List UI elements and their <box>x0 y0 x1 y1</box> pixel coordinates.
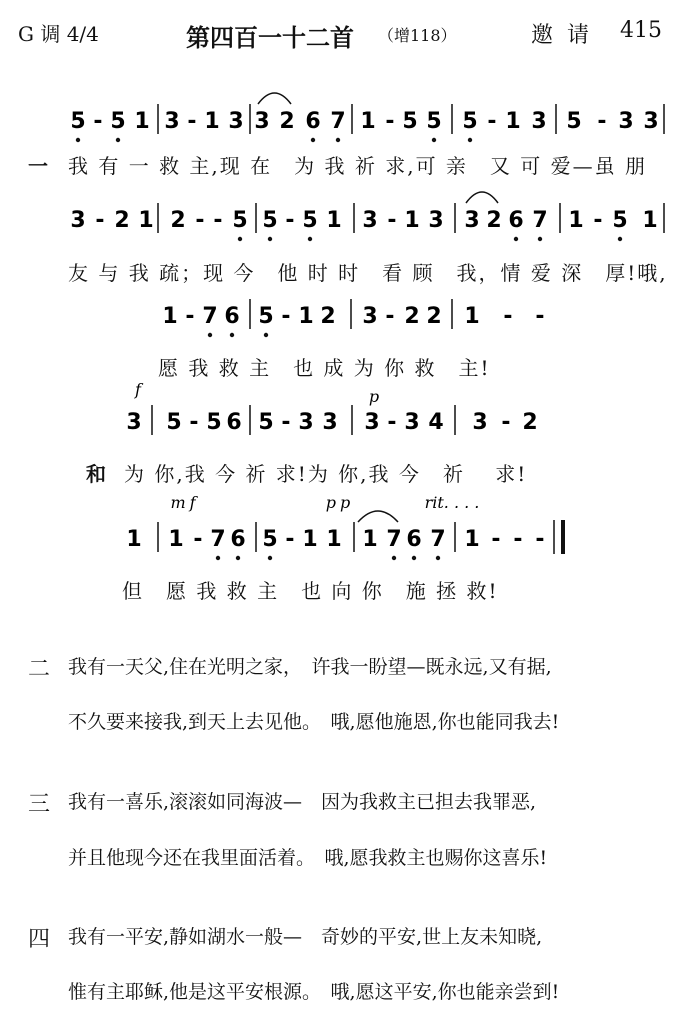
verse-two-line2: 不久要来接我,到天上去见他。 哦,愿他施恩,你也能同我去! <box>68 711 560 733</box>
note-5: 5 <box>232 208 248 233</box>
note-2: 2 <box>426 304 442 329</box>
note-5: 5 <box>258 304 274 329</box>
note-2: 2 <box>486 208 502 233</box>
note-6: 6 <box>224 304 240 329</box>
key-signature: G 调 4/4 <box>18 22 99 46</box>
verse-three-line1: 我有一喜乐,滚滚如同海波— 因为我救主已担去我罪恶, <box>68 791 537 813</box>
note-1: 1 <box>162 304 178 329</box>
lyric-line-4-lead: 和 <box>86 462 108 486</box>
note-5: 5 <box>258 410 274 435</box>
verse-four-line1: 我有一平安,静如湖水一般— 奇妙的平安,世上友未知晓, <box>68 926 543 948</box>
octave-dot <box>514 237 518 241</box>
note-6: 6 <box>305 109 321 134</box>
note-3: 3 <box>531 109 547 134</box>
note-3: 3 <box>364 410 380 435</box>
dash-sustain: - <box>491 527 501 552</box>
lyric-line-2: 友 与 我 疏；现 今 他 时 时 看 顾 我，情 爱 深 厚!哦, <box>68 261 668 285</box>
note-6: 6 <box>406 527 422 552</box>
octave-dot <box>468 138 472 142</box>
octave-dot <box>538 237 542 241</box>
dash-sustain: - <box>501 410 511 435</box>
verse-two-number: 二 <box>28 657 51 682</box>
dash-sustain: - <box>487 109 497 134</box>
note-5: 5 <box>462 109 478 134</box>
verse-three-line2: 并且他现今还在我里面活着。 哦,愿我救主也赐你这喜乐! <box>68 847 548 869</box>
dash-sustain: - <box>385 109 395 134</box>
note-7: 7 <box>330 109 346 134</box>
hymn-number: 415 <box>620 18 662 43</box>
dash-sustain: - <box>189 410 199 435</box>
dash-sustain: - <box>187 109 197 134</box>
dash-sustain: - <box>503 304 513 329</box>
note-1: 1 <box>134 109 150 134</box>
dash-sustain: - <box>593 208 603 233</box>
note-1: 1 <box>642 208 658 233</box>
note-6: 6 <box>508 208 524 233</box>
note-5: 5 <box>262 527 278 552</box>
dash-sustain: - <box>385 304 395 329</box>
note-3: 3 <box>362 304 378 329</box>
dynamic-piano: p <box>368 387 380 406</box>
note-1: 1 <box>302 527 318 552</box>
note-3: 3 <box>472 410 488 435</box>
octave-dot <box>432 138 436 142</box>
note-7: 7 <box>386 527 402 552</box>
note-2: 2 <box>404 304 420 329</box>
note-2: 2 <box>170 208 186 233</box>
note-2: 2 <box>279 109 295 134</box>
note-1: 1 <box>360 109 376 134</box>
note-7: 7 <box>210 527 226 552</box>
note-7: 7 <box>202 304 218 329</box>
note-3: 3 <box>254 109 270 134</box>
note-5: 5 <box>110 109 126 134</box>
note-3: 3 <box>404 410 420 435</box>
note-3: 3 <box>164 109 180 134</box>
octave-dot <box>76 138 80 142</box>
note-5: 5 <box>426 109 442 134</box>
verse-four-number: 四 <box>28 927 51 952</box>
octave-dot <box>412 556 416 560</box>
octave-dot <box>336 138 340 142</box>
note-4: 4 <box>428 410 444 435</box>
dash-sustain: - <box>387 208 397 233</box>
note-1: 1 <box>404 208 420 233</box>
hymn-title: 第四百一十二首 <box>186 24 354 52</box>
note-2: 2 <box>114 208 130 233</box>
hymn-subtitle: （增118） <box>378 26 457 45</box>
note-3: 3 <box>322 410 338 435</box>
tie-slur <box>358 511 398 522</box>
verse-two-line1: 我有一天父,住在光明之家， 许我一盼望—既永远,又有据, <box>68 656 552 678</box>
note-7: 7 <box>532 208 548 233</box>
dash-sustain: - <box>281 410 291 435</box>
note-1: 1 <box>138 208 154 233</box>
note-1: 1 <box>298 304 314 329</box>
octave-dot <box>618 237 622 241</box>
tie-slur <box>258 93 291 104</box>
dash-sustain: - <box>535 304 545 329</box>
octave-dot <box>216 556 220 560</box>
dynamic-forte: f <box>135 380 141 399</box>
octave-dot <box>238 237 242 241</box>
dash-sustain: - <box>597 109 607 134</box>
note-2: 2 <box>522 410 538 435</box>
note-5: 5 <box>566 109 582 134</box>
note-5: 5 <box>206 410 222 435</box>
lyric-line-1: 我 有 一 救 主,现 在 为 我 祈 求,可 亲 又 可 爱—虽 朋 <box>68 154 648 178</box>
note-1: 1 <box>326 527 342 552</box>
verse-three-number: 三 <box>28 792 51 817</box>
octave-dot <box>116 138 120 142</box>
dynamic-pianissimo: pp <box>325 493 355 512</box>
note-5: 5 <box>402 109 418 134</box>
note-3: 3 <box>362 208 378 233</box>
note-1: 1 <box>204 109 220 134</box>
octave-dot <box>392 556 396 560</box>
dash-sustain: - <box>213 208 223 233</box>
note-1: 1 <box>168 527 184 552</box>
note-5: 5 <box>70 109 86 134</box>
note-5: 5 <box>612 208 628 233</box>
dynamic-mezzo-forte: mf <box>170 493 200 512</box>
note-1: 1 <box>362 527 378 552</box>
dash-sustain: - <box>387 410 397 435</box>
dash-sustain: - <box>535 527 545 552</box>
dash-sustain: - <box>195 208 205 233</box>
note-5: 5 <box>262 208 278 233</box>
lyric-line-5: 但 愿 我 救 主 也 向 你 施 拯 救! <box>122 579 499 603</box>
note-7: 7 <box>430 527 446 552</box>
note-3: 3 <box>618 109 634 134</box>
octave-dot <box>230 333 234 337</box>
note-1: 1 <box>568 208 584 233</box>
octave-dot <box>268 237 272 241</box>
lyric-line-3: 愿 我 救 主 也 成 为 你 救 主! <box>158 356 491 380</box>
note-3: 3 <box>228 109 244 134</box>
octave-dot <box>208 333 212 337</box>
octave-dot <box>311 138 315 142</box>
note-1: 1 <box>126 527 142 552</box>
dash-sustain: - <box>193 527 203 552</box>
lyric-line-4: 为 你,我 今 祈 求!为 你,我 今 祈 求! <box>124 462 528 486</box>
tie-slur <box>466 192 498 203</box>
note-5: 5 <box>166 410 182 435</box>
note-1: 1 <box>326 208 342 233</box>
dash-sustain: - <box>285 527 295 552</box>
note-5: 5 <box>302 208 318 233</box>
note-3: 3 <box>428 208 444 233</box>
dash-sustain: - <box>93 109 103 134</box>
octave-dot <box>268 556 272 560</box>
verse-four-line2: 惟有主耶稣,他是这平安根源。 哦,愿这平安,你也能亲尝到! <box>68 981 560 1003</box>
note-1: 1 <box>464 527 480 552</box>
note-3: 3 <box>298 410 314 435</box>
dash-sustain: - <box>285 208 295 233</box>
verse-one-label: 一 <box>28 154 50 178</box>
ritardando-marking: rit. . . . <box>424 493 480 512</box>
octave-dot <box>264 333 268 337</box>
octave-dot <box>308 237 312 241</box>
octave-dot <box>436 556 440 560</box>
note-3: 3 <box>464 208 480 233</box>
note-6: 6 <box>230 527 246 552</box>
dash-sustain: - <box>185 304 195 329</box>
note-3: 3 <box>126 410 142 435</box>
octave-dot <box>236 556 240 560</box>
note-3: 3 <box>70 208 86 233</box>
note-1: 1 <box>464 304 480 329</box>
note-6: 6 <box>226 410 242 435</box>
dash-sustain: - <box>95 208 105 233</box>
note-2: 2 <box>320 304 336 329</box>
hymn-theme: 邀请 <box>531 23 604 48</box>
dash-sustain: - <box>513 527 523 552</box>
dash-sustain: - <box>281 304 291 329</box>
note-1: 1 <box>505 109 521 134</box>
note-3: 3 <box>643 109 659 134</box>
